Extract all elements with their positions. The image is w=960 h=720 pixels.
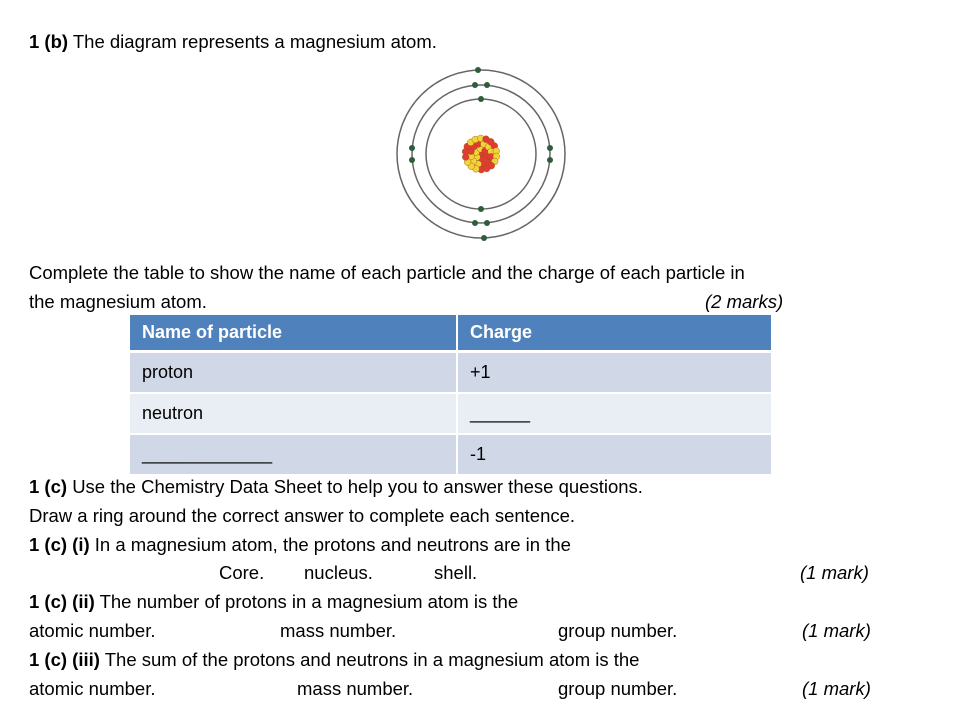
cell-particle: proton xyxy=(130,352,457,394)
header-name-of-particle: Name of particle xyxy=(130,315,457,352)
cell-charge: +1 xyxy=(457,352,772,394)
option-atomic-number[interactable]: atomic number. xyxy=(29,678,156,699)
cell-charge: -1 xyxy=(457,434,772,475)
magnesium-atom-diagram xyxy=(385,58,575,250)
nucleus xyxy=(462,135,500,173)
option-mass-number[interactable]: mass number. xyxy=(297,678,414,699)
table-row xyxy=(130,434,772,475)
cell-particle-blank[interactable]: _____________ xyxy=(130,434,457,475)
electron xyxy=(472,82,478,88)
cell-charge-blank[interactable]: ______ xyxy=(457,393,772,434)
electron xyxy=(481,235,487,241)
marks-1: (1 mark) xyxy=(800,562,869,583)
table-row xyxy=(130,352,772,394)
option-shell[interactable]: shell. xyxy=(434,562,478,583)
question-text: In a magnesium atom, the protons and neutrons are in the xyxy=(94,534,571,555)
particle-table xyxy=(130,315,773,476)
option-atomic-number[interactable]: atomic number. xyxy=(29,620,156,641)
option-core[interactable]: Core. xyxy=(219,562,265,583)
electron xyxy=(472,220,478,226)
electron xyxy=(484,82,490,88)
option-mass-number[interactable]: mass number. xyxy=(280,620,397,641)
electron xyxy=(475,67,481,73)
proton-particle xyxy=(488,162,495,169)
question-number: 1 (c) xyxy=(29,476,68,497)
question-text: The diagram represents a magnesium atom. xyxy=(72,31,437,52)
question-1cii xyxy=(29,590,518,614)
marks-1: (1 mark) xyxy=(802,678,871,699)
electron xyxy=(409,145,415,151)
electron xyxy=(547,157,553,163)
instruction-line-1: Complete the table to show the name of each particle and the charge of each particle in xyxy=(29,262,745,283)
electron xyxy=(409,157,415,163)
question-1ciii xyxy=(29,648,639,672)
question-text: The number of protons in a magnesium atom is the xyxy=(99,591,519,612)
question-1c xyxy=(29,475,643,499)
marks-1: (1 mark) xyxy=(802,620,871,641)
question-number: 1 (c) (ii) xyxy=(29,591,95,612)
option-nucleus[interactable]: nucleus. xyxy=(304,562,373,583)
table-header-row xyxy=(130,315,772,352)
question-1ci xyxy=(29,533,571,557)
header-charge: Charge xyxy=(457,315,772,352)
table-row xyxy=(130,393,772,434)
marks-2: (2 marks) xyxy=(705,291,784,312)
question-number: 1 (c) (i) xyxy=(29,534,90,555)
question-text: The sum of the protons and neutrons in a magnesium atom is the xyxy=(104,649,640,670)
question-text: Use the Chemistry Data Sheet to help you to answer these questions. xyxy=(72,476,643,497)
question-1c-line-2: Draw a ring around the correct answer to complete each sentence. xyxy=(29,505,576,526)
electron xyxy=(547,145,553,151)
question-number: 1 (c) (iii) xyxy=(29,649,100,670)
option-group-number[interactable]: group number. xyxy=(558,678,678,699)
option-group-number[interactable]: group number. xyxy=(558,620,678,641)
electron xyxy=(478,206,484,212)
instruction-line-2: the magnesium atom. xyxy=(29,291,207,312)
cell-particle: neutron xyxy=(130,393,457,434)
question-number: 1 (b) xyxy=(29,31,69,52)
electron xyxy=(484,220,490,226)
electron xyxy=(478,96,484,102)
question-1b xyxy=(29,30,437,54)
